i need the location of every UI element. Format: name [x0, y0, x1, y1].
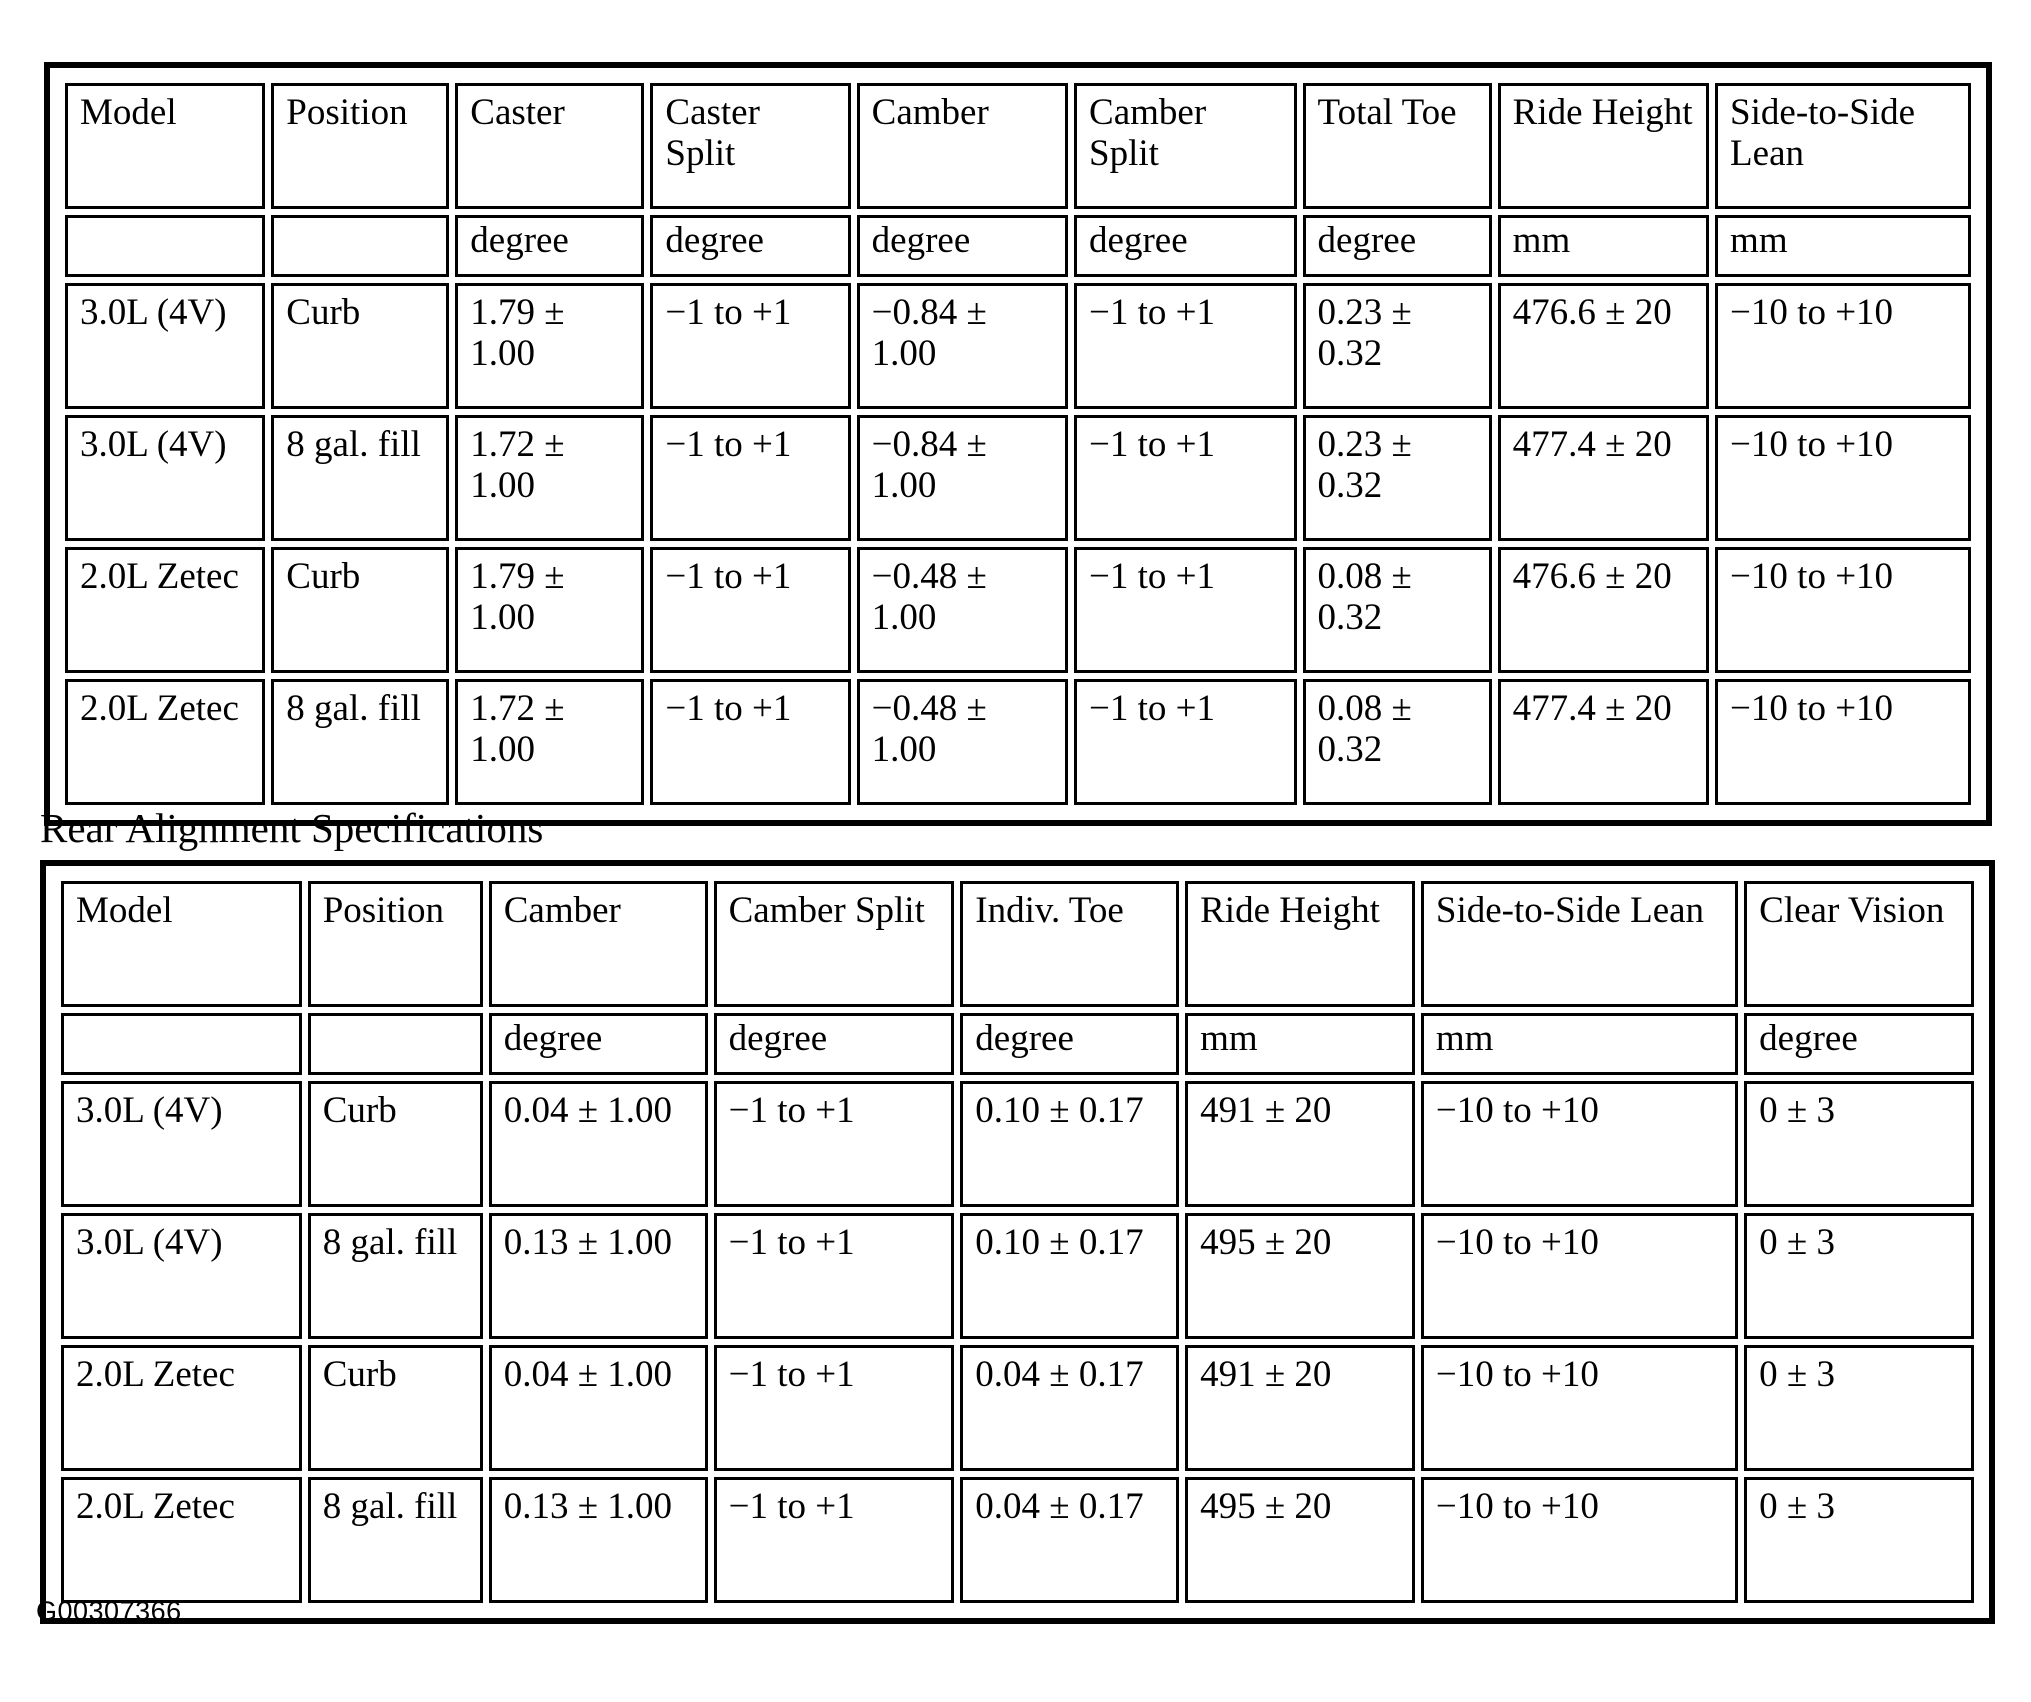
- unit-camber-split: degree: [1074, 215, 1297, 277]
- cell-side-to-side-lean: −10 to +10: [1715, 283, 1971, 409]
- unit-caster-split: degree: [650, 215, 850, 277]
- cell-model: 3.0L (4V): [65, 415, 265, 541]
- cell-total-toe: 0.23 ± 0.32: [1303, 415, 1492, 541]
- cell-caster: 1.72 ± 1.00: [455, 679, 644, 805]
- figure-id-label: G00307366: [36, 1596, 182, 1626]
- column-header-camber: Camber: [857, 83, 1068, 209]
- cell-side-to-side-lean: −10 to +10: [1421, 1477, 1738, 1603]
- unit-side-to-side-lean: mm: [1715, 215, 1971, 277]
- cell-caster-split: −1 to +1: [650, 283, 850, 409]
- cell-camber-split: −1 to +1: [1074, 547, 1297, 673]
- cell-model: 2.0L Zetec: [61, 1477, 302, 1603]
- cell-clear-vision: 0 ± 3: [1744, 1477, 1974, 1603]
- column-header-model: Model: [61, 881, 302, 1007]
- cell-ride-height: 495 ± 20: [1185, 1213, 1415, 1339]
- rear-alignment-table: [40, 860, 1995, 1624]
- cell-ride-height: 477.4 ± 20: [1498, 415, 1709, 541]
- column-header-side-to-side-lean: Side-to-Side Lean: [1421, 881, 1738, 1007]
- cell-ride-height: 491 ± 20: [1185, 1345, 1415, 1471]
- rear-spec-table: [55, 875, 1980, 1609]
- cell-side-to-side-lean: −10 to +10: [1421, 1345, 1738, 1471]
- column-header-ride-height: Ride Height: [1498, 83, 1709, 209]
- unit-total-toe: degree: [1303, 215, 1492, 277]
- unit-ride-height: mm: [1498, 215, 1709, 277]
- cell-total-toe: 0.23 ± 0.32: [1303, 283, 1492, 409]
- cell-side-to-side-lean: −10 to +10: [1715, 415, 1971, 541]
- cell-total-toe: 0.08 ± 0.32: [1303, 679, 1492, 805]
- column-header-model: Model: [65, 83, 265, 209]
- column-header-camber-split: Camber Split: [1074, 83, 1297, 209]
- cell-position: 8 gal. fill: [271, 415, 449, 541]
- cell-caster-split: −1 to +1: [650, 679, 850, 805]
- table-row: [65, 283, 1971, 409]
- cell-ride-height: 491 ± 20: [1185, 1081, 1415, 1207]
- cell-camber: 0.13 ± 1.00: [489, 1477, 708, 1603]
- cell-camber-split: −1 to +1: [1074, 415, 1297, 541]
- table-units-row: [65, 215, 1971, 277]
- unit-camber-split: degree: [714, 1013, 955, 1075]
- column-header-camber-split: Camber Split: [714, 881, 955, 1007]
- column-header-indiv-toe: Indiv. Toe: [960, 881, 1179, 1007]
- cell-ride-height: 476.6 ± 20: [1498, 547, 1709, 673]
- cell-model: 3.0L (4V): [61, 1213, 302, 1339]
- column-header-position: Position: [308, 881, 483, 1007]
- cell-camber: −0.48 ± 1.00: [857, 679, 1068, 805]
- cell-indiv-toe: 0.10 ± 0.17: [960, 1213, 1179, 1339]
- column-header-caster: Caster: [455, 83, 644, 209]
- cell-camber: −0.84 ± 1.00: [857, 415, 1068, 541]
- cell-position: 8 gal. fill: [308, 1213, 483, 1339]
- cell-model: 3.0L (4V): [61, 1081, 302, 1207]
- unit-position: [308, 1013, 483, 1075]
- cell-camber-split: −1 to +1: [714, 1477, 955, 1603]
- cell-model: 2.0L Zetec: [65, 547, 265, 673]
- front-spec-table: [59, 77, 1977, 811]
- column-header-ride-height: Ride Height: [1185, 881, 1415, 1007]
- table-row: [61, 1081, 1974, 1207]
- column-header-side-to-side-lean: Side-to-Side Lean: [1715, 83, 1971, 209]
- unit-indiv-toe: degree: [960, 1013, 1179, 1075]
- cell-camber-split: −1 to +1: [1074, 283, 1297, 409]
- table-row: [65, 679, 1971, 805]
- front-alignment-table: [44, 62, 1992, 826]
- column-header-camber: Camber: [489, 881, 708, 1007]
- table-header-row: [61, 881, 1974, 1007]
- cell-caster: 1.79 ± 1.00: [455, 547, 644, 673]
- column-header-position: Position: [271, 83, 449, 209]
- cell-clear-vision: 0 ± 3: [1744, 1345, 1974, 1471]
- cell-model: 3.0L (4V): [65, 283, 265, 409]
- cell-position: 8 gal. fill: [308, 1477, 483, 1603]
- cell-model: 2.0L Zetec: [65, 679, 265, 805]
- cell-ride-height: 495 ± 20: [1185, 1477, 1415, 1603]
- unit-model: [61, 1013, 302, 1075]
- cell-side-to-side-lean: −10 to +10: [1421, 1213, 1738, 1339]
- cell-camber: 0.13 ± 1.00: [489, 1213, 708, 1339]
- cell-model: 2.0L Zetec: [61, 1345, 302, 1471]
- column-header-total-toe: Total Toe: [1303, 83, 1492, 209]
- cell-caster-split: −1 to +1: [650, 547, 850, 673]
- cell-caster: 1.72 ± 1.00: [455, 415, 644, 541]
- cell-ride-height: 477.4 ± 20: [1498, 679, 1709, 805]
- cell-indiv-toe: 0.10 ± 0.17: [960, 1081, 1179, 1207]
- unit-ride-height: mm: [1185, 1013, 1415, 1075]
- cell-camber: −0.48 ± 1.00: [857, 547, 1068, 673]
- cell-caster-split: −1 to +1: [650, 415, 850, 541]
- table-row: [61, 1345, 1974, 1471]
- table-row: [65, 415, 1971, 541]
- cell-position: Curb: [271, 283, 449, 409]
- table-units-row: [61, 1013, 1974, 1075]
- cell-camber: 0.04 ± 1.00: [489, 1081, 708, 1207]
- unit-clear-vision: degree: [1744, 1013, 1974, 1075]
- cell-clear-vision: 0 ± 3: [1744, 1213, 1974, 1339]
- unit-camber: degree: [857, 215, 1068, 277]
- cell-position: 8 gal. fill: [271, 679, 449, 805]
- cell-camber: −0.84 ± 1.00: [857, 283, 1068, 409]
- unit-model: [65, 215, 265, 277]
- unit-camber: degree: [489, 1013, 708, 1075]
- column-header-clear-vision: Clear Vision: [1744, 881, 1974, 1007]
- cell-camber-split: −1 to +1: [714, 1345, 955, 1471]
- cell-ride-height: 476.6 ± 20: [1498, 283, 1709, 409]
- rear-alignment-caption: Rear Alignment Specifications: [40, 805, 544, 851]
- table-header-row: [65, 83, 1971, 209]
- table-row: [61, 1213, 1974, 1339]
- cell-caster: 1.79 ± 1.00: [455, 283, 644, 409]
- unit-position: [271, 215, 449, 277]
- cell-side-to-side-lean: −10 to +10: [1715, 547, 1971, 673]
- cell-indiv-toe: 0.04 ± 0.17: [960, 1345, 1179, 1471]
- cell-clear-vision: 0 ± 3: [1744, 1081, 1974, 1207]
- cell-position: Curb: [308, 1081, 483, 1207]
- cell-indiv-toe: 0.04 ± 0.17: [960, 1477, 1179, 1603]
- cell-camber: 0.04 ± 1.00: [489, 1345, 708, 1471]
- unit-side-to-side-lean: mm: [1421, 1013, 1738, 1075]
- cell-position: Curb: [308, 1345, 483, 1471]
- table-row: [61, 1477, 1974, 1603]
- cell-total-toe: 0.08 ± 0.32: [1303, 547, 1492, 673]
- cell-side-to-side-lean: −10 to +10: [1421, 1081, 1738, 1207]
- cell-camber-split: −1 to +1: [714, 1213, 955, 1339]
- table-row: [65, 547, 1971, 673]
- unit-caster: degree: [455, 215, 644, 277]
- cell-camber-split: −1 to +1: [1074, 679, 1297, 805]
- column-header-caster-split: Caster Split: [650, 83, 850, 209]
- cell-side-to-side-lean: −10 to +10: [1715, 679, 1971, 805]
- cell-camber-split: −1 to +1: [714, 1081, 955, 1207]
- cell-position: Curb: [271, 547, 449, 673]
